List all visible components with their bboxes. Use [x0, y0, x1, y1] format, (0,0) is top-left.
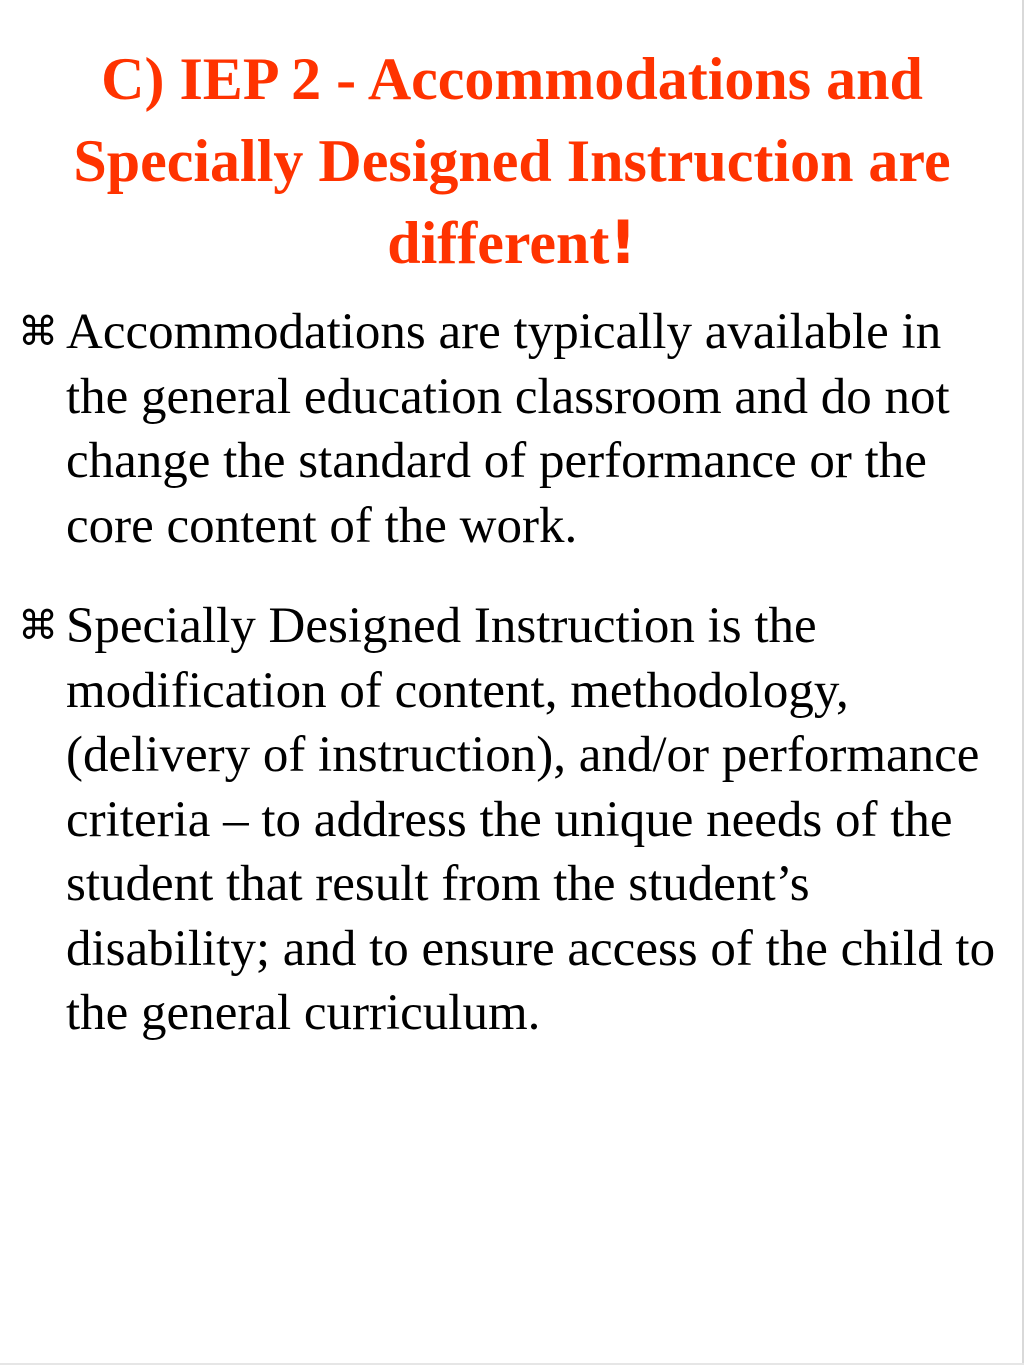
bullet-item-accommodations	[18, 300, 1007, 558]
command-key-icon: ⌘	[18, 603, 58, 649]
slide-title-text: C) IEP 2 - Accommodations and Specially Designed Instruction are different	[73, 46, 951, 276]
bullet-text-accommodations: Accommodations are typically available in the general education classroom and do not change the standard of performance or the core content of the work.	[66, 304, 950, 554]
command-key-icon: ⌘	[18, 309, 58, 355]
slide-title-exclamation: !	[609, 208, 637, 278]
bullet-list	[18, 300, 1007, 1082]
bullet-item-specially-designed-instruction	[18, 594, 1007, 1046]
bullet-text-specially-designed-instruction: Specially Designed Instruction is the modification of content, methodology, (delivery of instruction), and/or performance criteria – to address the unique needs of the student that result from the student’s disability; and to ensure access of the child to the general curriculum.	[66, 598, 996, 1041]
slide-title	[20, 38, 1004, 284]
